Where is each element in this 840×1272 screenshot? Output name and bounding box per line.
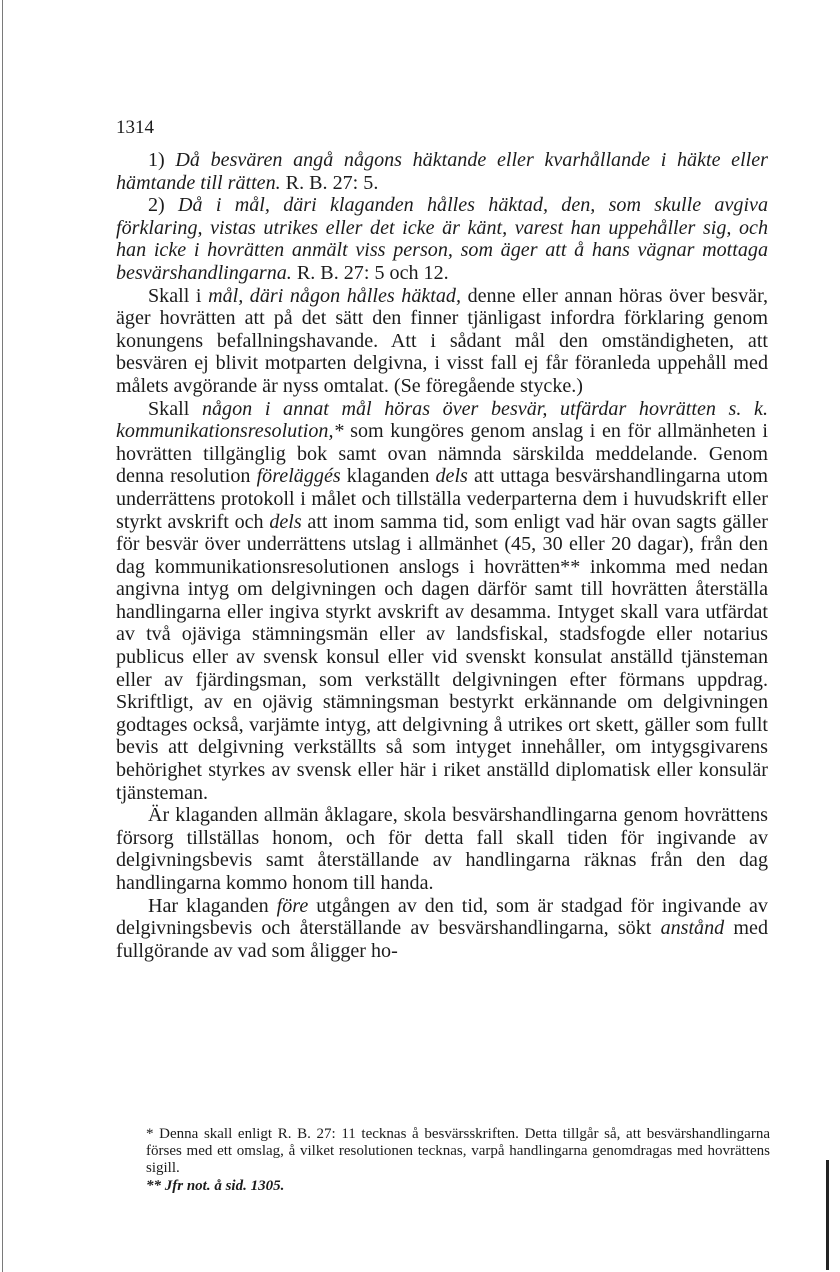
paragraph-4-pre: Skall	[148, 397, 202, 420]
paragraph-3-pre: Skall i	[148, 284, 209, 307]
paragraph-4-italic4: dels	[269, 510, 302, 533]
paragraph-1-tail: R. B. 27: 5.	[280, 171, 379, 194]
paragraph-1-lead: 1)	[148, 149, 176, 171]
paragraph-4-italic2: föreläggés	[256, 465, 341, 488]
page-number: 1314	[116, 117, 154, 138]
paragraph-1	[116, 149, 768, 194]
paragraph-4-tail: att inom samma tid, som enligt vad här ovan sagts gäller för besvär över underrättens utslag i allmänhet (45, 30 eller 20 dagar), från den dag kommunikationsresolutionen anslogs i hovrätten** inkomma med nedan angivna intyg om delgivningen och dagen därför samt till hovrätten återställa handlingarna eller ingiva styrkt avskrift av desamma. Intyget skall vara utfärdat av två ojäviga stämningsmän eller av landsfiskal, stadsfogde eller notarius publicus eller av svensk konsul eller vid svenskt konsulat anställd tjänsteman eller av fjärdingsman, som verkställt delgivningen efter förmans uppdrag. Skriftligt, av en ojävig stämningsman bestyrkt erkännande om delgivningen godtages också, varjämte intyg, att delgivning å utrikes ort skett, gäller som fullt bevis att delgivning verkställts så som intyget innehåller, om intygsgivarens behörighet styrkes av svensk eller här i riket anställd diplomatisk eller konsulär tjänsteman.	[116, 510, 768, 804]
paragraph-4-italic: någon i annat mål höras över besvär, utfärdar hovrätten s. k. kommunikationsresolution,*	[116, 397, 768, 443]
paragraph-2-lead: 2)	[148, 194, 179, 217]
paragraph-6-pre: Har klaganden	[148, 894, 277, 917]
paragraph-3	[116, 285, 768, 398]
paragraph-4-mid2: klaganden	[340, 465, 436, 488]
paragraph-3-italic: mål, däri någon hålles häktad,	[208, 284, 461, 307]
paragraph-6-italic: före	[276, 894, 309, 917]
book-page	[116, 117, 768, 962]
footnote-1: * Denna skall enligt R. B. 27: 11 tecknas å besvärsskriften. Detta tillgår så, att besvärshandlingarna förses med ett omslag, å vilket resolutionen tecknas, varpå handlingarna genomdragas med hovrättens sigill.	[146, 1126, 770, 1177]
paragraph-2	[116, 194, 768, 284]
paragraph-3-tail: denne eller annan höras över besvär, äger hovrätten att på det sätt den finner tjänligast infordra förklaring genom konungens befallningshavande. Att i sådant mål den omständigheten, att besvären ej blivit motparten delgivna, i visst fall ej får föranleda uppehåll med målets avgörande är nyss omtalat. (Se föregående stycke.)	[116, 284, 768, 397]
paragraph-6-italic2: anstånd	[660, 917, 725, 940]
scan-edge-rule	[2, 0, 3, 1272]
paragraph-4-mid1: som kungöres genom anslag i en för allmänheten i hovrätten tillgänglig bok samt ovan nämnda särskilda meddelande. Genom denna resolution	[116, 420, 768, 488]
paragraph-2-tail: R. B. 27: 5 och 12.	[291, 261, 449, 284]
paragraph-6-tail: med fullgörande av vad som åligger ho-	[116, 917, 768, 962]
paragraph-4-italic3: dels	[435, 465, 468, 488]
footnotes	[130, 1126, 770, 1195]
paragraph-4	[116, 398, 768, 805]
scan-mark	[826, 1160, 829, 1270]
paragraph-6	[116, 895, 768, 963]
paragraph-6-mid1: utgången av den tid, som är stadgad för ingivande av delgivningsbevis och återställande av besvärshandlingarna, sökt	[116, 894, 768, 940]
paragraph-4-mid3: att uttaga besvärshandlingarna utom underrättens protokoll i målet och tillställa vederparterna dem i huvudskrift eller styrkt avskrift och	[116, 465, 768, 533]
paragraph-1-italic: Då besvären angå någons häktande eller kvarhållande i häkte eller hämtande till rätten.	[116, 149, 768, 194]
paragraph-2-italic: Då i mål, däri klaganden hålles häktad, den, som skulle avgiva förklaring, vistas utrikes eller det icke är känt, varest han uppehåller sig, och han icke i hovrätten anmält viss person, som äger att å hans vägnar mottaga besvärshandlingarna.	[116, 194, 768, 284]
paragraph-5: Är klaganden allmän åklagare, skola besvärshandlingarna genom hovrättens försorg tillställas honom, och för detta fall skall tiden för ingivande av delgivningsbevis samt återställande av handlingarna räknas från den dag handlingarna kommo honom till handa.	[116, 804, 768, 894]
footnote-2: ** Jfr not. å sid. 1305.	[146, 1177, 285, 1194]
